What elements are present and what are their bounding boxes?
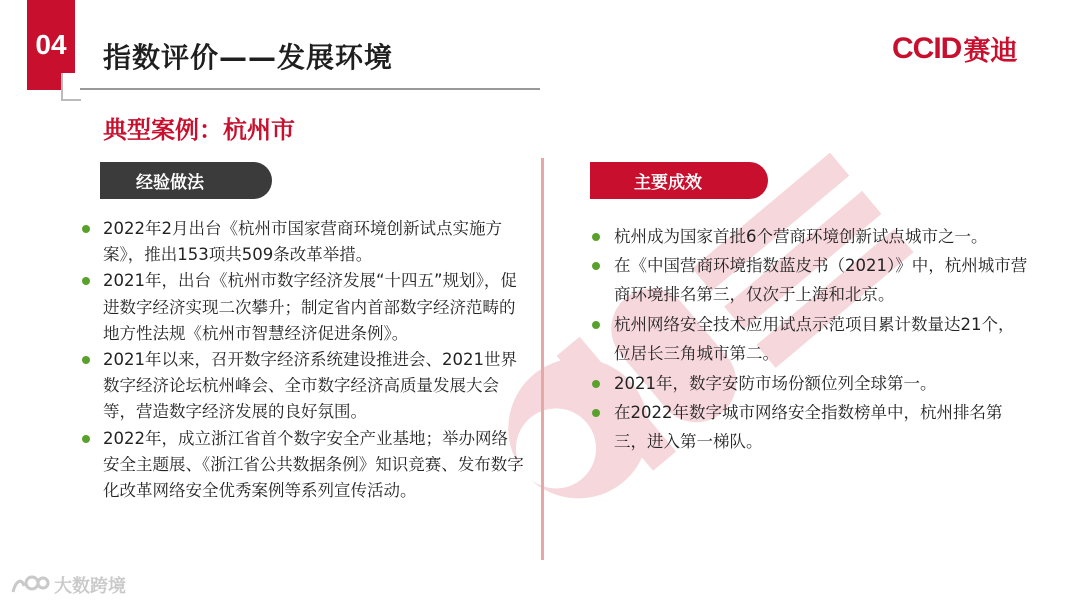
section-number-shadow — [61, 73, 81, 101]
logo-latin: CCID — [892, 31, 962, 65]
list-item-text: 2021年以来，召开数字经济系统建设推进会、2021世界数字经济论坛杭州峰会、全市数字经济高质量发展大会等，营造数字经济发展的良好氛围。 — [103, 350, 517, 422]
ccid-logo — [892, 29, 1017, 68]
list-item — [590, 222, 1030, 251]
results-label: 主要成效 — [634, 173, 702, 193]
list-item-text: 杭州网络安全技术应用试点示范项目累计数量达21个，位居长三角城市第二。 — [614, 315, 1015, 363]
list-item-text: 在2022年数字城市网络安全指数榜单中，杭州排名第三，进入第一梯队。 — [614, 403, 1003, 451]
experience-label: 经验做法 — [136, 173, 204, 193]
list-item — [82, 268, 524, 347]
list-item — [590, 398, 1030, 456]
list-item-text: 2021年，数字安防市场份额位列全球第一。 — [614, 374, 937, 393]
bullet-dot — [82, 435, 90, 443]
footer-text: 大数跨境 — [54, 576, 126, 597]
results-header — [590, 162, 768, 199]
experience-list — [82, 216, 524, 504]
list-item — [82, 426, 524, 505]
list-item — [590, 251, 1030, 309]
logo-chinese: 赛迪 — [963, 36, 1018, 66]
list-item-text: 在《中国营商环境指数蓝皮书（2021）》中，杭州城市营商环境排名第三，仅次于上海和北京。 — [614, 256, 1028, 304]
bullet-dot — [82, 277, 90, 285]
experience-header — [100, 162, 272, 199]
bullet-dot — [592, 380, 600, 388]
list-item-text: 2021年，出台《杭州市数字经济发展“十四五”规划》，促进数字经济实现二次攀升；制定省内首部数字经济范畴的地方性法规《杭州市智慧经济促进条例》。 — [103, 271, 517, 343]
bullet-dot — [82, 356, 90, 364]
bullet-dot — [592, 409, 600, 417]
results-list — [590, 222, 1030, 456]
page-title: 指数评价——发展环境 — [103, 41, 394, 74]
list-item-text: 2022年2月出台《杭州市国家营商环境创新试点实施方案》，推出153项共509条改革举措。 — [103, 219, 502, 265]
list-item — [590, 310, 1030, 368]
bullet-dot — [82, 225, 90, 233]
title-underline — [80, 88, 540, 90]
dashu-logo-icon — [10, 574, 50, 596]
list-item-text: 2022年，成立浙江省首个数字安全产业基地；举办网络安全主题展、《浙江省公共数据条例》知识竞赛、发布数字化改革网络安全优秀案例等系列宣传活动。 — [103, 428, 524, 501]
bullet-dot — [592, 321, 600, 329]
list-item — [82, 216, 524, 268]
footer-watermark — [10, 572, 126, 598]
list-item-text: 杭州成为国家首批6个营商环境创新试点城市之一。 — [614, 227, 988, 246]
bullet-dot — [592, 262, 600, 270]
case-title: 典型案例：杭州市 — [103, 116, 295, 144]
section-number: 04 — [27, 0, 75, 90]
list-item — [590, 369, 1030, 398]
list-item — [82, 347, 524, 426]
column-divider — [541, 158, 544, 560]
bullet-dot — [592, 233, 600, 241]
